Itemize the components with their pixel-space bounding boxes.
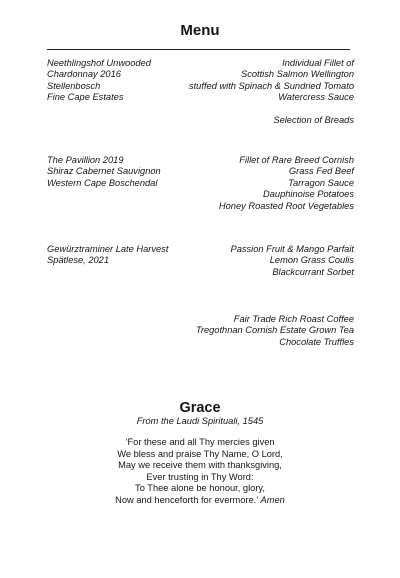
dish-line: Blackcurrant Sorbet <box>272 266 354 277</box>
dish-line: Chocolate Truffles <box>279 336 354 347</box>
verse-line: To Thee alone be honour, glory, <box>135 483 265 494</box>
dish-line: Selection of Breads <box>273 115 354 126</box>
dish-line: Fair Trade Rich Roast Coffee <box>233 314 354 324</box>
wine-line: Neethlingshof Unwooded <box>47 58 151 68</box>
dish-line: Honey Roasted Root Vegetables <box>218 200 354 211</box>
dish-line: Dauphinoise Potatoes <box>263 189 354 200</box>
wine-line: Stellenbosch <box>47 80 101 91</box>
dish-description <box>144 155 354 212</box>
amen: Amen <box>260 494 285 505</box>
wine-line: Shiraz Cabernet Sauvignon <box>47 166 161 177</box>
dish-line <box>144 104 354 115</box>
dish-line: Scottish Salmon Wellington <box>241 69 354 80</box>
wine-line: The Pavillion 2019 <box>47 155 124 165</box>
dish-line: Tregothnan Cornish Estate Grown Tea <box>195 325 354 336</box>
dish-line: Individual Fillet of <box>282 58 354 68</box>
title-divider <box>47 49 350 50</box>
dish-line: Passion Fruit & Mango Parfait <box>230 244 354 254</box>
dish-description <box>144 314 354 348</box>
verse-line: May we receive them with thanksgiving, <box>118 460 282 471</box>
wine-line: Fine Cape Estates <box>47 92 124 103</box>
menu-title: Menu <box>180 22 220 39</box>
dish-line: Grass Fed Beef <box>288 166 354 177</box>
wine-line: Gewürztraminer Late Harvest <box>47 244 169 254</box>
wine-line: Spätlese, 2021 <box>47 255 110 266</box>
verse-line: ‘For these and all Thy mercies given <box>125 437 275 447</box>
verse-line-final <box>0 495 400 507</box>
verse-line: We bless and praise Thy Name, O Lord, <box>117 448 283 459</box>
dish-description <box>144 58 354 126</box>
wine-line: Western Cape Boschendal <box>47 177 158 188</box>
wine-line: Chardonnay 2016 <box>47 69 121 80</box>
dish-line: Tarragon Sauce <box>288 177 354 188</box>
verse-line-text: Now and henceforth for evermore.’ <box>115 494 258 505</box>
dish-description <box>144 244 354 278</box>
grace-verse <box>0 437 400 507</box>
grace-source: From the Laudi Spirituali, 1545 <box>136 416 264 426</box>
dish-line: Lemon Grass Coulis <box>269 255 354 266</box>
verse-line: Ever trusting in Thy Word: <box>146 471 254 482</box>
dish-line: Watercress Sauce <box>278 92 354 103</box>
dish-line: stuffed with Spinach & Sundried Tomato <box>188 80 354 91</box>
dish-line: Fillet of Rare Breed Cornish <box>239 155 354 165</box>
grace-title: Grace <box>179 400 221 416</box>
